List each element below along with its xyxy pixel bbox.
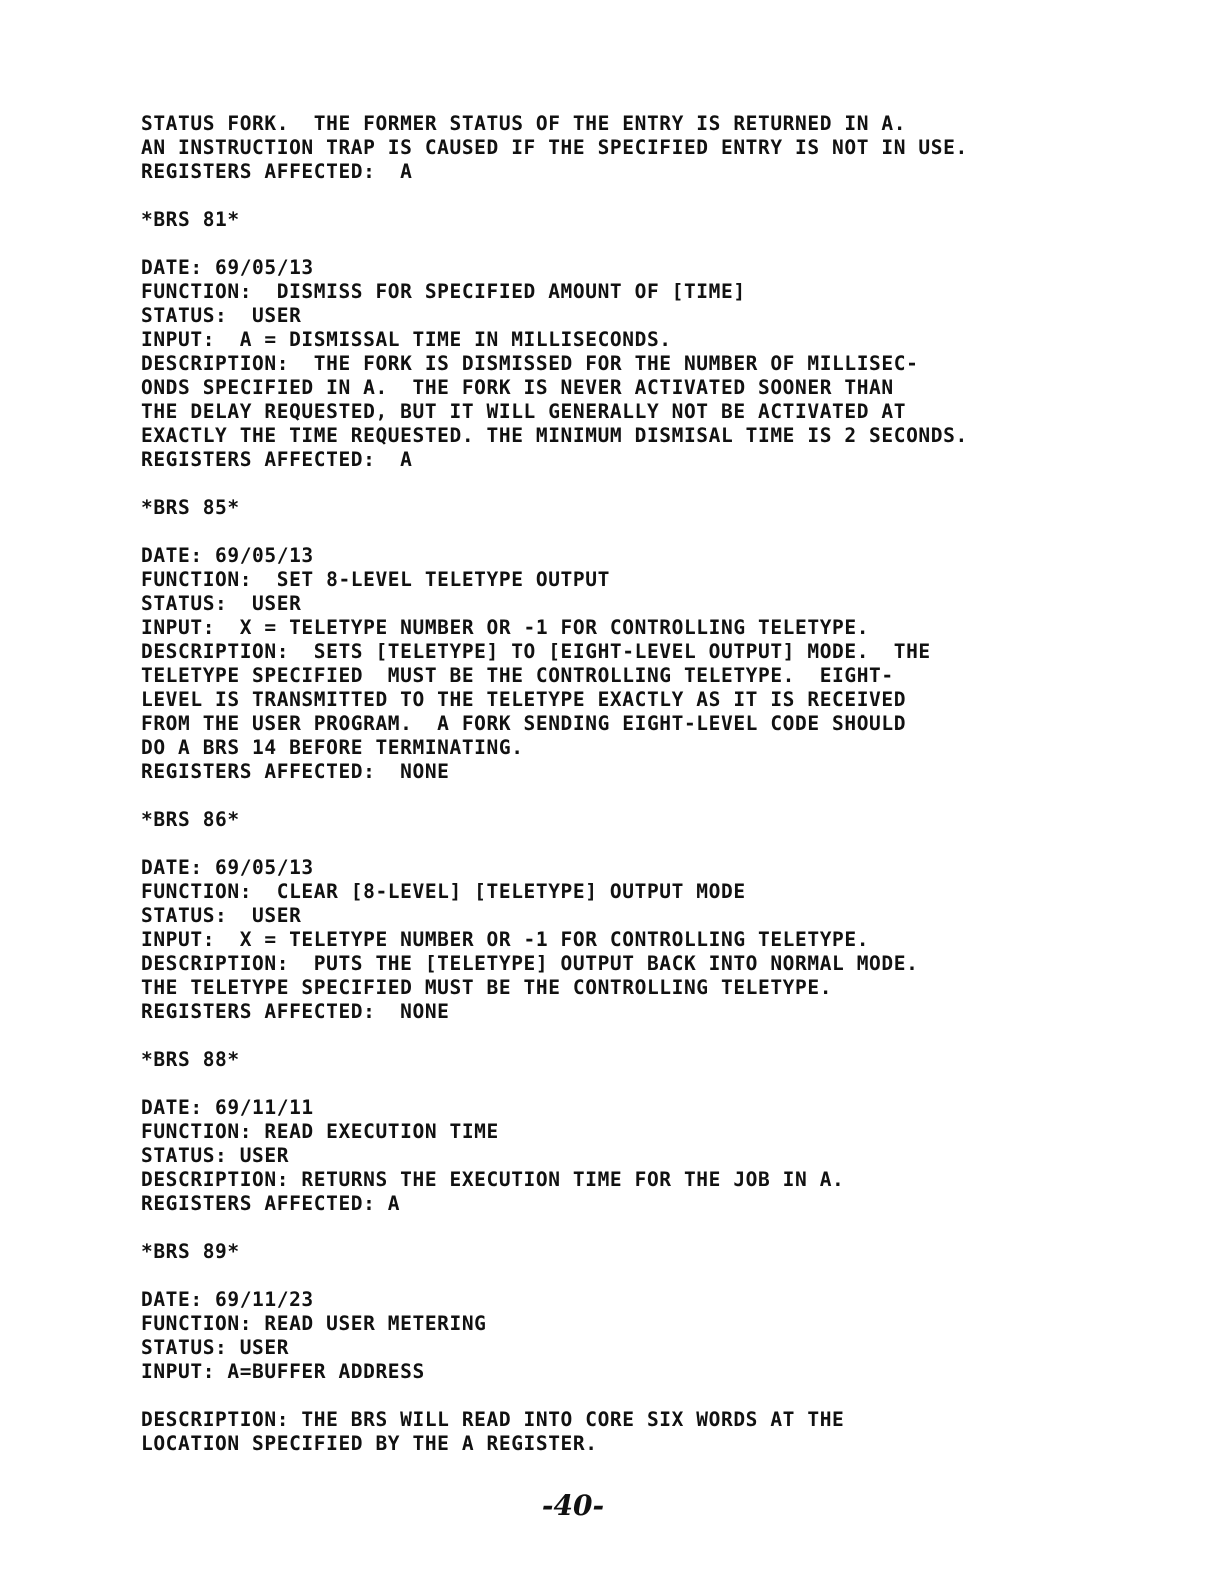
text-line: STATUS FORK. THE FORMER STATUS OF THE ENTRY IS RETURNED IN A. — [141, 112, 907, 135]
text-line: FROM THE USER PROGRAM. A FORK SENDING EIGHT-LEVEL CODE SHOULD — [141, 712, 907, 735]
text-line: REGISTERS AFFECTED: NONE — [141, 760, 450, 783]
blank-line — [141, 1264, 1181, 1288]
text-line: FUNCTION: READ EXECUTION TIME — [141, 1120, 499, 1143]
text-line: STATUS: USER — [141, 592, 302, 615]
text-line: DO A BRS 14 BEFORE TERMINATING. — [141, 736, 524, 759]
blank-line — [141, 1216, 1181, 1240]
text-line: FUNCTION: SET 8-LEVEL TELETYPE OUTPUT — [141, 568, 610, 591]
section-heading: *BRS 81* — [141, 208, 240, 231]
text-line: DESCRIPTION: THE BRS WILL READ INTO CORE SIX WORDS AT THE — [141, 1408, 845, 1431]
text-line: INPUT: X = TELETYPE NUMBER OR -1 FOR CONTROLLING TELETYPE. — [141, 928, 870, 951]
text-line: DATE: 69/05/13 — [141, 544, 314, 567]
text-line: STATUS: USER — [141, 1144, 290, 1167]
text-line: LEVEL IS TRANSMITTED TO THE TELETYPE EXACTLY AS IT IS RECEIVED — [141, 688, 907, 711]
document-body — [141, 112, 1181, 1456]
text-line: FUNCTION: DISMISS FOR SPECIFIED AMOUNT OF [TIME] — [141, 280, 746, 303]
text-line: INPUT: A=BUFFER ADDRESS — [141, 1360, 425, 1383]
blank-line — [141, 832, 1181, 856]
text-line: REGISTERS AFFECTED: NONE — [141, 1000, 450, 1023]
text-line: DATE: 69/11/23 — [141, 1288, 314, 1311]
section-heading: *BRS 85* — [141, 496, 240, 519]
text-line: REGISTERS AFFECTED: A — [141, 160, 413, 183]
text-line: DESCRIPTION: THE FORK IS DISMISSED FOR THE NUMBER OF MILLISEC- — [141, 352, 919, 375]
text-line: TELETYPE SPECIFIED MUST BE THE CONTROLLING TELETYPE. EIGHT- — [141, 664, 894, 687]
section-heading: *BRS 88* — [141, 1048, 240, 1071]
text-line: STATUS: USER — [141, 1336, 290, 1359]
text-line: THE DELAY REQUESTED, BUT IT WILL GENERALLY NOT BE ACTIVATED AT — [141, 400, 907, 423]
text-line: ONDS SPECIFIED IN A. THE FORK IS NEVER ACTIVATED SOONER THAN — [141, 376, 894, 399]
blank-line — [141, 184, 1181, 208]
blank-line — [141, 232, 1181, 256]
blank-line — [141, 1384, 1181, 1408]
text-line: AN INSTRUCTION TRAP IS CAUSED IF THE SPECIFIED ENTRY IS NOT IN USE. — [141, 136, 968, 159]
blank-line — [141, 520, 1181, 544]
text-line: DESCRIPTION: RETURNS THE EXECUTION TIME FOR THE JOB IN A. — [141, 1168, 845, 1191]
text-line: INPUT: A = DISMISSAL TIME IN MILLISECONDS. — [141, 328, 672, 351]
page-number: -40- — [541, 1489, 605, 1522]
text-line: DESCRIPTION: SETS [TELETYPE] TO [EIGHT-LEVEL OUTPUT] MODE. THE — [141, 640, 931, 663]
text-line: LOCATION SPECIFIED BY THE A REGISTER. — [141, 1432, 598, 1455]
section-heading: *BRS 89* — [141, 1240, 240, 1263]
text-line: DATE: 69/11/11 — [141, 1096, 314, 1119]
section-heading: *BRS 86* — [141, 808, 240, 831]
text-line: REGISTERS AFFECTED: A — [141, 1192, 401, 1215]
text-line: REGISTERS AFFECTED: A — [141, 448, 413, 471]
text-line: FUNCTION: READ USER METERING — [141, 1312, 487, 1335]
blank-line — [141, 784, 1181, 808]
text-line: EXACTLY THE TIME REQUESTED. THE MINIMUM DISMISAL TIME IS 2 SECONDS. — [141, 424, 968, 447]
text-line: DATE: 69/05/13 — [141, 256, 314, 279]
text-line: DESCRIPTION: PUTS THE [TELETYPE] OUTPUT BACK INTO NORMAL MODE. — [141, 952, 919, 975]
blank-line — [141, 472, 1181, 496]
text-line: DATE: 69/05/13 — [141, 856, 314, 879]
text-line: THE TELETYPE SPECIFIED MUST BE THE CONTROLLING TELETYPE. — [141, 976, 833, 999]
text-line: FUNCTION: CLEAR [8-LEVEL] [TELETYPE] OUTPUT MODE — [141, 880, 746, 903]
text-line: STATUS: USER — [141, 904, 302, 927]
blank-line — [141, 1072, 1181, 1096]
text-line: INPUT: X = TELETYPE NUMBER OR -1 FOR CONTROLLING TELETYPE. — [141, 616, 870, 639]
text-line: STATUS: USER — [141, 304, 302, 327]
blank-line — [141, 1024, 1181, 1048]
